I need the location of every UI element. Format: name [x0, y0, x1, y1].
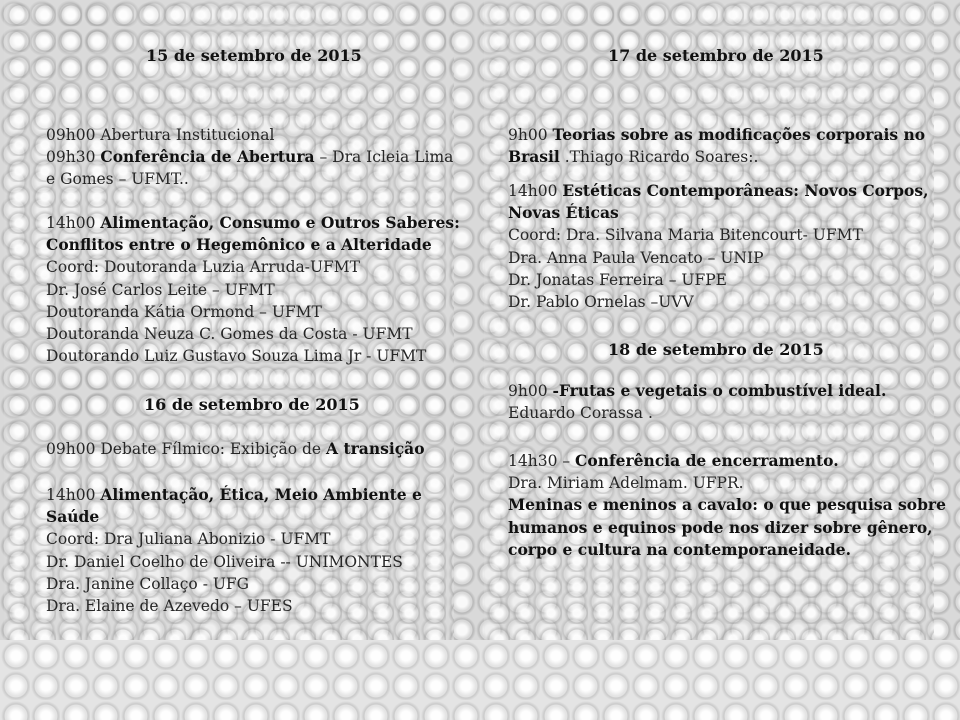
closing-title-line: 14h30 – Conferência de encerramento.	[508, 451, 839, 470]
session-title-line1: 14h00 Alimentação, Ética, Meio Ambiente e	[46, 485, 422, 504]
session-day4-morning	[508, 380, 886, 424]
session-day2-afternoon	[46, 484, 422, 617]
participant: Doutoranda Kátia Ormond – UFMT	[46, 302, 322, 321]
opening-line: 09h00 Abertura Institucional	[46, 126, 275, 144]
talk-title-line: corpo e cultura na contemporaneidade.	[508, 539, 851, 559]
session-title-line2: Brasil .Thiago Ricardo Soares:.	[508, 147, 759, 167]
session-day4-afternoon	[508, 450, 946, 561]
session-day3-afternoon	[508, 180, 928, 313]
talk-title-line: humanos e equinos pode nos dizer sobre gênero,	[508, 517, 933, 537]
session-day1-afternoon	[46, 212, 460, 367]
participant: Coord: Dra Juliana Abonizio - UFMT	[46, 530, 331, 549]
participant: Dr. Pablo Ornelas –UVV	[508, 293, 694, 312]
session-title-line1: 14h00 Estéticas Contemporâneas: Novos Corpos,	[508, 181, 929, 200]
talk-title-line: Meninas e meninos a cavalo: o que pesquisa sobre	[508, 495, 946, 515]
participant: Dra. Anna Paula Vencato – UNIP	[508, 248, 764, 267]
film-debate-line: 09h00 Debate Fílmico: Exibição de A transição	[46, 439, 425, 458]
session-title-line2: Conflitos entre o Hegemônico e a Alteridade	[46, 235, 432, 255]
participant: Dra. Janine Collaço - UFG	[46, 574, 250, 593]
date-heading-day1: 15 de setembro de 2015	[146, 46, 362, 65]
participant: Dr. Jonatas Ferreira – UFPE	[508, 270, 727, 289]
participant: Dr. Daniel Coelho de Oliveira -- UNIMONTES	[46, 552, 403, 571]
participant: Dr. José Carlos Leite – UFMT	[46, 280, 275, 299]
session-title-line2: Novas Éticas	[508, 203, 619, 223]
session-day2-morning	[46, 438, 425, 460]
session-day1-morning	[46, 124, 453, 191]
session-title-line1: 9h00 -Frutas e vegetais o combustível ideal.	[508, 381, 887, 400]
participant: Doutoranda Neuza C. Gomes da Costa - UFMT	[46, 325, 413, 344]
participant: Coord: Doutoranda Luzia Arruda-UFMT	[46, 258, 361, 277]
participant: Dra. Elaine de Azevedo – UFES	[46, 597, 293, 616]
date-heading-day4: 18 de setembro de 2015	[608, 340, 824, 359]
keynote-speaker: e Gomes – UFMT..	[46, 170, 189, 189]
session-title-line1: 14h00 Alimentação, Consumo e Outros Saberes:	[46, 213, 460, 232]
left-page	[4, 0, 460, 640]
date-heading-day3: 17 de setembro de 2015	[608, 46, 824, 65]
keynote-line: 09h30 Conferência de Abertura – Dra Icleia Lima	[46, 147, 454, 167]
session-day3-morning	[508, 124, 925, 168]
session-title-line2: Saúde	[46, 507, 100, 527]
speaker-line: Eduardo Corassa .	[508, 404, 653, 423]
speaker-line: Dra. Miriam Adelmam. UFPR.	[508, 474, 744, 493]
date-heading-day2: 16 de setembro de 2015	[144, 395, 360, 414]
participant: Coord: Dra. Silvana Maria Bitencourt- UFMT	[508, 226, 863, 245]
background-strip	[0, 640, 960, 720]
session-title-line1: 9h00 Teorias sobre as modificações corporais no	[508, 125, 926, 144]
participant: Doutorando Luiz Gustavo Souza Lima Jr - UFMT	[46, 347, 427, 366]
right-page	[484, 0, 946, 640]
